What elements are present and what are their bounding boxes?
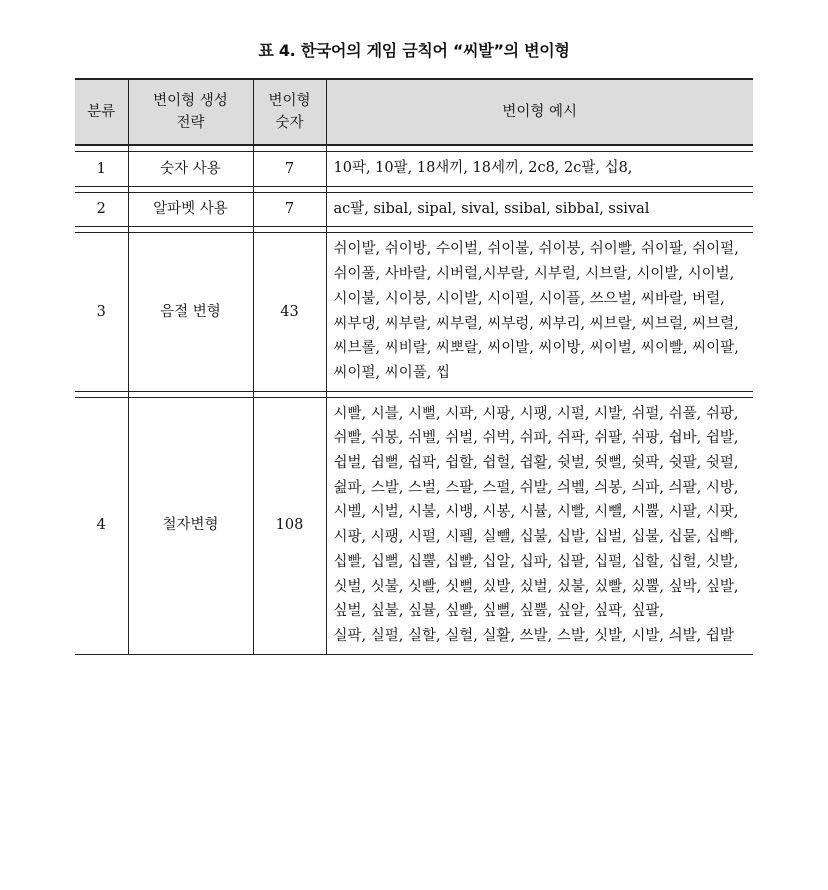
table-row <box>75 152 753 187</box>
row-strategy: 철자변형 <box>128 397 253 654</box>
row-category: 3 <box>75 233 128 391</box>
row-category: 4 <box>75 397 128 654</box>
header-strategy-line1: 변이형 생성 <box>153 93 228 109</box>
table-row <box>75 233 753 391</box>
header-count-line2: 숫자 <box>275 115 304 131</box>
header-strategy-line2: 전략 <box>176 115 205 131</box>
header-count-line1: 변이형 <box>268 93 311 109</box>
row-count: 43 <box>253 233 326 391</box>
row-examples <box>326 233 753 391</box>
row-strategy: 숫자 사용 <box>128 152 253 187</box>
row-examples-text: 실팍, 실펄, 실할, 실헐, 실활, 쓰발, 스발, 싯발, 시발, 싀발, 쉽발 <box>333 627 734 644</box>
header-examples: 변이형 예시 <box>326 79 753 145</box>
header-strategy <box>128 79 253 145</box>
table-header-row <box>75 79 753 145</box>
row-count: 7 <box>253 192 326 227</box>
row-examples <box>326 152 753 187</box>
row-category: 1 <box>75 152 128 187</box>
table-row <box>75 192 753 227</box>
row-examples-text: 시빨, 시블, 시뻘, 시팍, 시팡, 시팽, 시펄, 시발, 쉬펄, 쉬풀, 쉬팡, 쉬빨, 쉬봉, 쉬벨, 쉬벌, 쉬벅, 쉬파, 쉬팍, 쉬팔, 쉬팡, 쉽바, 쉽발, 쉽벌, 쉽뻘, 쉽팍, 쉽할, 쉽헐, 쉽활, 쉿벌, 쉿뻘, 쉿팍, 쉿팔, 쉿펄, 쉺파, 스발, 스벌, 스팔, 스펄, 쉬발, 싀벨, 싀봉, 싀파, 싀팔, 시방, 시벨, 시벌, 시불, 시뱅, 시봉, 시뷸, 시빨, 시뺄, 시뿔, 시팔, 시팟, 시팡, 시팽, 시펄, 시펠, 실뺄, 십불, 십발, 십벌, 십불, 십뭍, 십빡, 십빨, 십뻘, 십뿔, 십빨, 십알, 십파, 십팔, 십펄, 십할, 십헐, 싯발, 싯벌, 싯불, 싯빨, 싯뻘, 싰발, 싰벌, 싰불, 싰빨, 싰뿔, 싶박, 싶발, 싶벌, 싶불, 싶뷸, 싶빨, 싶뻘, 싶뿔, 싶알, 싶팍, 싶팔, <box>333 405 739 620</box>
row-examples <box>326 192 753 227</box>
table-caption: 표 4. 한국어의 게임 금칙어 “씨발”의 변이형 <box>258 41 570 60</box>
row-category: 2 <box>75 192 128 227</box>
row-examples <box>326 397 753 654</box>
row-examples-text: 쉬이발, 쉬이방, 수이벌, 쉬이불, 쉬이붕, 쉬이빨, 쉬이팔, 쉬이펄, 쉬이풀, 사바랄, 시버럴,시부랄, 시부럴, 시브랄, 시이발, 시이벌, 시이불, 시이붕, 시이발, 시이펄, 시이플, 쓰으벌, 씨바랄, 버럴, 씨부댕, 씨부랄, 씨부럴, 씨부렁, 씨부리, 씨브랄, 씨브럴, 씨브렬, 씨브롤, 씨비랄, 씨뽀랄, 씨이발, 씨이방, 씨이벌, 씨이빨, 씨이팔, 씨이펄, 씨이풀, 씹 <box>333 241 739 381</box>
row-strategy: 음절 변형 <box>128 233 253 391</box>
row-count: 108 <box>253 397 326 654</box>
row-examples-text: 10팍, 10팔, 18새끼, 18세끼, 2c8, 2c팔, 십8, <box>333 160 633 176</box>
table-row <box>75 397 753 654</box>
row-strategy: 알파벳 사용 <box>128 192 253 227</box>
header-count <box>253 79 326 145</box>
row-examples-text: ac팔, sibal, sipal, sival, ssibal, sibbal, ssival <box>333 200 650 217</box>
header-category: 분류 <box>75 79 128 145</box>
row-count: 7 <box>253 152 326 187</box>
variant-table <box>75 78 753 655</box>
